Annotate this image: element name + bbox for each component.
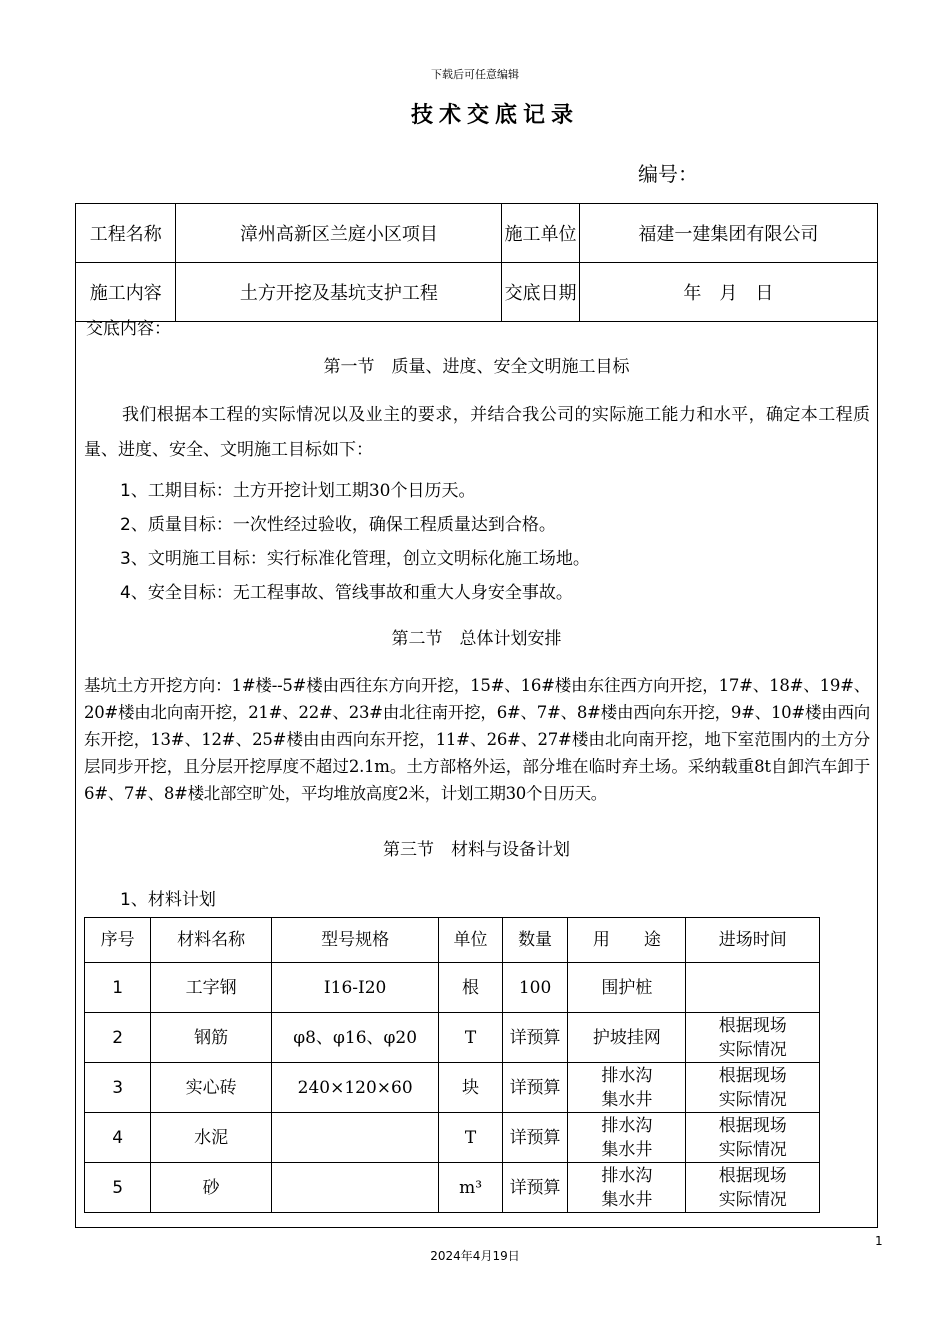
- project-name-value: 漳州高新区兰庭小区项目: [176, 204, 502, 263]
- header-cell: 序号: [85, 918, 151, 963]
- table-cell: I16-I20: [272, 963, 439, 1013]
- goal-key: 4、安全目标：: [120, 583, 233, 603]
- table-row: [85, 1163, 820, 1213]
- goal-text: 土方开挖计划工期30个日历天。: [232, 481, 476, 501]
- page-number: 1: [875, 1234, 883, 1248]
- header-cell: 用 途: [568, 918, 686, 963]
- table-cell: [272, 1113, 439, 1163]
- table-cell: 工字钢: [151, 963, 272, 1013]
- header-cell: 型号规格: [272, 918, 439, 963]
- table-row: [85, 1113, 820, 1163]
- table-cell: 排水沟 集水井: [568, 1163, 686, 1213]
- contractor-value: 福建一建集团有限公司: [579, 204, 877, 263]
- table-cell: 详预算: [502, 1013, 568, 1063]
- document-title: 技术交底记录: [410, 103, 579, 128]
- goal-text: 无工程事故、管线事故和重大人身安全事故。: [232, 583, 573, 603]
- table-cell: 3: [85, 1063, 151, 1113]
- goal-text: 实行标准化管理，创立文明标化施工场地。: [266, 549, 590, 569]
- goal-key: 2、质量目标：: [120, 515, 233, 535]
- table-cell: 根据现场 实际情况: [686, 1163, 820, 1213]
- goal-key: 3、文明施工目标：: [120, 549, 267, 569]
- section-2-body: 基坑土方开挖方向：1#楼--5#楼由西往东方向开挖，15#、16#楼由东往西方向开挖，17#、18#、19#、20#楼由北向南开挖，21#、22#、23#由北往南开挖，6#、7#、8#楼由西向东开挖，9#、10#楼由西向东开挖，13#、12#、25#楼由由西向东开挖，11#、26#、27#楼由北向南开挖，地下室范围内的土方分层同步开挖，且分层开挖厚度不超过2.1m。土方部格外运，部分堆在临时弃土场。采纳载重8t自卸汽车卸于6#、7#、8#楼北部空旷处，平均堆放高度2米，计划工期30个日历天。: [84, 676, 870, 803]
- table-cell: [686, 963, 820, 1013]
- header-cell: 数量: [502, 918, 568, 963]
- table-cell: T: [439, 1113, 502, 1163]
- table-cell: m³: [439, 1163, 502, 1213]
- table-cell: 4: [85, 1113, 151, 1163]
- section-1-intro: 我们根据本工程的实际情况以及业主的要求，并结合我公司的实际施工能力和水平，确定本工程质量、进度、安全、文明施工目标如下：: [84, 405, 870, 460]
- table-cell: 根据现场 实际情况: [686, 1013, 820, 1063]
- header-cell: 单位: [439, 918, 502, 963]
- table-cell: 围护桩: [568, 963, 686, 1013]
- info-table: [75, 203, 878, 322]
- header-note: 下载后可任意编辑: [431, 68, 519, 81]
- goal-key: 1、工期目标：: [120, 481, 233, 501]
- table-cell: 实心砖: [151, 1063, 272, 1113]
- goal-item: [120, 510, 556, 535]
- table-cell: 砂: [151, 1163, 272, 1213]
- table-cell: 详预算: [502, 1063, 568, 1113]
- table-cell: φ8、φ16、φ20: [272, 1013, 439, 1063]
- table-cell: 块: [439, 1063, 502, 1113]
- table-cell: 1: [85, 963, 151, 1013]
- table-cell: 排水沟 集水井: [568, 1063, 686, 1113]
- table-cell: 根据现场 实际情况: [686, 1113, 820, 1163]
- table-row: [85, 963, 820, 1013]
- table-cell: 100: [502, 963, 568, 1013]
- table-cell: 排水沟 集水井: [568, 1113, 686, 1163]
- table-cell: 240×120×60: [272, 1063, 439, 1113]
- footer-date: 2024年4月19日: [430, 1249, 520, 1263]
- header-cell: 材料名称: [151, 918, 272, 963]
- content-heading: 交底内容：: [86, 319, 171, 339]
- table-row: [85, 1063, 820, 1113]
- material-plan-subtitle: 1、材料计划: [120, 890, 216, 910]
- info-row-project: [76, 204, 878, 263]
- table-cell: [272, 1163, 439, 1213]
- header-cell: 进场时间: [686, 918, 820, 963]
- table-cell: 2: [85, 1013, 151, 1063]
- table-cell: T: [439, 1013, 502, 1063]
- section-2-title: 第二节 总体计划安排: [391, 629, 562, 649]
- material-table: [84, 917, 820, 1213]
- goal-text: 一次性经过验收，确保工程质量达到合格。: [232, 515, 556, 535]
- section-1-title: 第一节 质量、进度、安全文明施工目标: [323, 357, 630, 377]
- material-table-header: [85, 918, 820, 963]
- goal-item: [120, 476, 475, 501]
- table-cell: 5: [85, 1163, 151, 1213]
- document-number-label: 编号：: [638, 162, 698, 186]
- table-cell: 根据现场 实际情况: [686, 1063, 820, 1113]
- table-cell: 根: [439, 963, 502, 1013]
- project-name-label: 工程名称: [76, 204, 176, 263]
- goal-item: [120, 544, 590, 569]
- content-value: 土方开挖及基坑支护工程: [176, 263, 502, 322]
- table-cell: 详预算: [502, 1163, 568, 1213]
- section-3-title: 第三节 材料与设备计划: [383, 840, 570, 860]
- info-row-content: [76, 263, 878, 322]
- goal-item: [120, 578, 573, 603]
- table-cell: 详预算: [502, 1113, 568, 1163]
- date-value: 年 月 日: [579, 263, 877, 322]
- date-label: 交底日期: [502, 263, 580, 322]
- table-cell: 钢筋: [151, 1013, 272, 1063]
- table-cell: 护坡挂网: [568, 1013, 686, 1063]
- content-label: 施工内容: [76, 263, 176, 322]
- contractor-label: 施工单位: [502, 204, 580, 263]
- table-row: [85, 1013, 820, 1063]
- table-cell: 水泥: [151, 1113, 272, 1163]
